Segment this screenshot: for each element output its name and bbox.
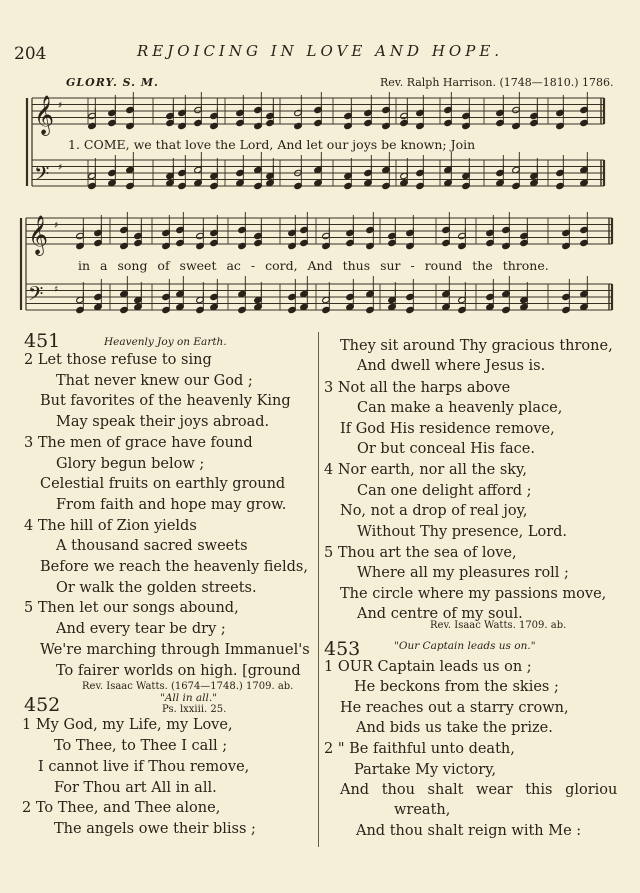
tune-name: GLORY. S. M. xyxy=(66,76,159,89)
verse-line: That never knew our God ; xyxy=(56,372,253,389)
verse-line: Without Thy presence, Lord. xyxy=(357,524,568,540)
verse-line: To fairer worlds on high. [ground xyxy=(56,662,301,679)
verse-line: Partake My victory, xyxy=(354,762,497,778)
verse-line: May speak their joys abroad. xyxy=(56,414,270,431)
column-divider xyxy=(318,332,319,847)
svg-text:♯: ♯ xyxy=(54,285,59,295)
verse-line: Can make a heavenly place, xyxy=(357,400,563,416)
verse-line: And every tear be dry ; xyxy=(56,621,226,638)
verse-line: And bids us take the prize. xyxy=(356,720,553,736)
svg-text:𝄢: 𝄢 xyxy=(34,162,50,190)
lyric-line-2: in a song of sweet ac - cord, And thus sur - round the throne. xyxy=(78,258,549,273)
verse-line: And thou shalt reign with Me : xyxy=(356,823,582,839)
verse-line: Glory begun below ; xyxy=(56,455,205,472)
verse-line: Or walk the golden streets. xyxy=(56,579,257,596)
verse-line: He beckons from the skies ; xyxy=(354,679,559,695)
verse-line: 2 " Be faithful unto death, xyxy=(324,741,515,757)
verse-line: wreath, xyxy=(394,802,451,818)
svg-text:𝄞: 𝄞 xyxy=(34,95,55,135)
verse-line: The angels owe their bliss ; xyxy=(54,821,256,837)
verse-line: A thousand sacred sweets xyxy=(56,538,248,555)
verse-line: He reaches out a starry crown, xyxy=(340,700,569,716)
verse-line: For Thou art All in all. xyxy=(54,780,217,796)
verse-line: And dwell where Jesus is. xyxy=(357,358,546,374)
verse-line: Where all my pleasures roll ; xyxy=(357,565,569,581)
hymn-title-452: "All in all." xyxy=(160,692,218,704)
hymn-451-cont-attribution: Rev. Isaac Watts. 1709. ab. xyxy=(430,620,567,631)
verse-line: We're marching through Immanuel's xyxy=(40,641,310,658)
verse-line: 4 The hill of Zion yields xyxy=(24,517,197,534)
running-title: REJOICING IN LOVE AND HOPE. xyxy=(136,42,504,60)
hymn-number-453: 453 xyxy=(324,638,361,660)
verse-line: If God His residence remove, xyxy=(340,421,555,437)
verse-line: Celestial fruits on earthly ground xyxy=(40,476,286,493)
verse-line: 1 My God, my Life, my Love, xyxy=(22,717,233,733)
verse-line: 5 Thou art the sea of love, xyxy=(324,545,517,561)
verse-line: 2 To Thee, and Thee alone, xyxy=(22,800,221,816)
verse-line: From faith and hope may grow. xyxy=(56,496,287,513)
verse-line: They sit around Thy gracious throne, xyxy=(340,338,613,354)
hymn-452-scripture: Ps. lxxiii. 25. xyxy=(162,704,227,715)
verse-line: Or but conceal His face. xyxy=(357,441,535,457)
page-number: 204 xyxy=(14,44,47,64)
verse-line: And centre of my soul. xyxy=(357,606,523,622)
svg-text:♯: ♯ xyxy=(58,101,63,111)
verse-line: The circle where my passions move, xyxy=(340,586,607,602)
svg-text:𝄞: 𝄞 xyxy=(28,215,49,255)
hymn-number-451: 451 xyxy=(24,330,61,352)
verse-line: 2 Let those refuse to sing xyxy=(24,352,212,368)
verse-line: 5 Then let our songs abound, xyxy=(24,600,239,617)
verse-line: 4 Nor earth, nor all the sky, xyxy=(324,462,527,478)
verse-line: 1 OUR Captain leads us on ; xyxy=(324,659,532,675)
lyric-line-1: 1. COME, we that love the Lord, And let our joys be known; Join xyxy=(68,137,476,152)
verse-line: Can one delight afford ; xyxy=(357,483,532,499)
verse-line: I cannot live if Thou remove, xyxy=(38,759,250,775)
svg-text:♯: ♯ xyxy=(58,163,63,173)
verse-line: But favorites of the heavenly King xyxy=(40,393,291,410)
verse-line: 3 The men of grace have found xyxy=(24,434,253,451)
svg-text:♯: ♯ xyxy=(54,221,59,231)
hymn-number-452: 452 xyxy=(24,694,61,716)
verse-line: And thou shalt wear this gloriou xyxy=(340,782,618,798)
svg-text:𝄢: 𝄢 xyxy=(28,282,44,310)
verse-line: No, not a drop of real joy, xyxy=(340,503,528,519)
hymn-title-451: Heavenly Joy on Earth. xyxy=(104,336,227,348)
verse-line: Before we reach the heavenly fields, xyxy=(40,559,308,575)
verse-line: 3 Not all the harps above xyxy=(324,380,511,396)
verse-line: To Thee, to Thee I call ; xyxy=(54,738,228,754)
hymn-451-attribution: Rev. Isaac Watts. (1674—1748.) 1709. ab. xyxy=(82,681,294,692)
hymn-title-453: "Our Captain leads us on." xyxy=(394,640,536,652)
composer-credit: Rev. Ralph Harrison. (1748—1810.) 1786. xyxy=(380,76,614,89)
